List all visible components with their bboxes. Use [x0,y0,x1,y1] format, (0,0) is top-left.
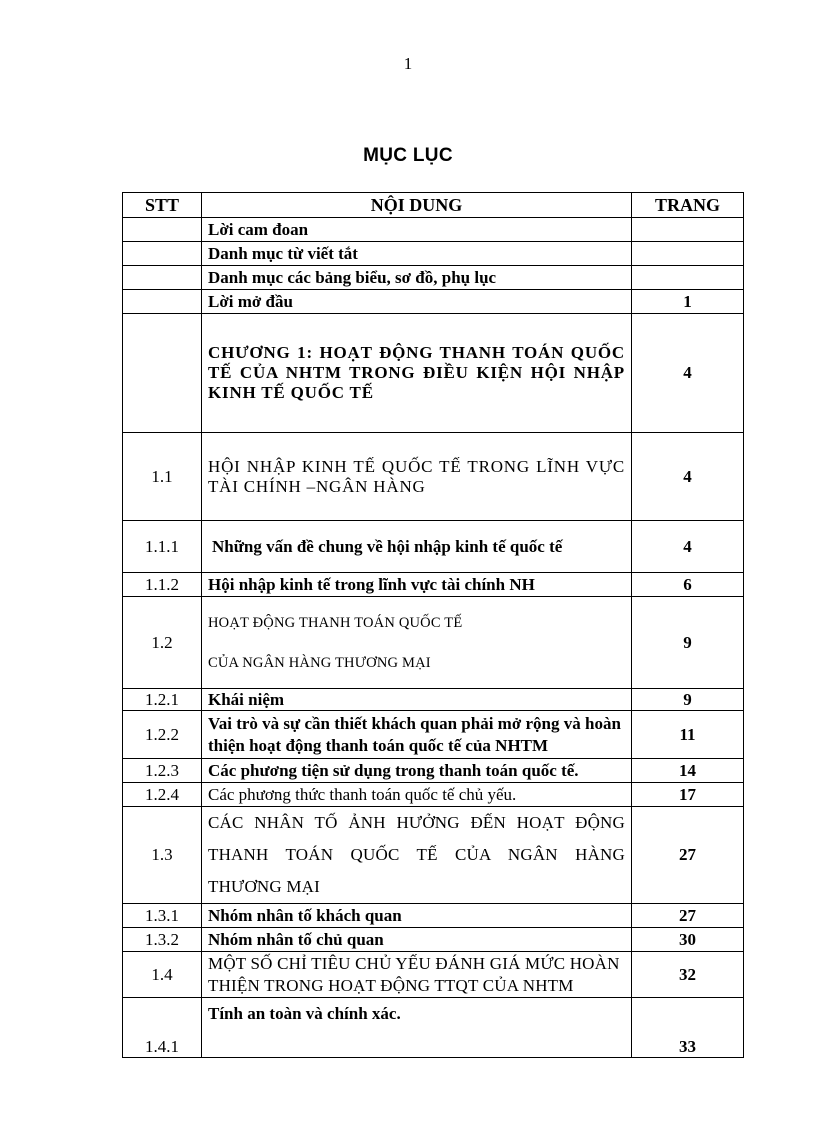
table-row [123,928,744,952]
table-row [123,689,744,711]
row-page [632,218,744,242]
toc-table-container [122,192,743,1056]
row-page: 9 [632,689,744,711]
row-content: CHƯƠNG 1: HOẠT ĐỘNG THANH TOÁN QUỐC TẾ CỦA NHTM TRONG ĐIỀU KIỆN HỘI NHẬP KINH TẾ QUỐC TẾ [202,314,632,433]
table-row [123,597,744,689]
table-row [123,521,744,573]
row-page [632,242,744,266]
row-stt: 1.4 [123,952,202,998]
row-content: Hội nhập kinh tế trong lĩnh vực tài chính NH [202,573,632,597]
row-content: Những vấn đề chung về hội nhập kinh tế quốc tế [202,521,632,573]
row-content: Các phương tiện sử dụng trong thanh toán quốc tế. [202,759,632,783]
row-content: Nhóm nhân tố khách quan [202,904,632,928]
table-row [123,998,744,1058]
toc-table [122,192,744,1058]
row-stt: 1.1.1 [123,521,202,573]
table-row [123,266,744,290]
table-row [123,218,744,242]
row-stt: 1.3 [123,807,202,904]
row-stt: 1.1 [123,433,202,521]
header-page: TRANG [632,193,744,218]
row-stt: 1.3.1 [123,904,202,928]
row-page: 4 [632,433,744,521]
row-stt: 1.2.2 [123,711,202,759]
row-content: Nhóm nhân tố chủ quan [202,928,632,952]
row-stt: 1.1.2 [123,573,202,597]
row-stt: 1.2.4 [123,783,202,807]
table-row [123,759,744,783]
row-stt [123,218,202,242]
row-content: Lời cam đoan [202,218,632,242]
row-content: Tính an toàn và chính xác. [202,998,632,1058]
header-content: NỘI DUNG [202,193,632,218]
row-content: Các phương thức thanh toán quốc tế chủ yếu. [202,783,632,807]
row-page: 1 [632,290,744,314]
table-row [123,807,744,904]
row-page: 9 [632,597,744,689]
table-header-row [123,193,744,218]
row-stt [123,314,202,433]
table-row [123,783,744,807]
row-stt [123,242,202,266]
header-stt: STT [123,193,202,218]
row-content: Danh mục các bảng biểu, sơ đồ, phụ lục [202,266,632,290]
row-content: CÁC NHÂN TỐ ẢNH HƯỞNG ĐẾN HOẠT ĐỘNG THANH TOÁN QUỐC TẾ CỦA NGÂN HÀNG THƯƠNG MẠI [202,807,632,904]
row-page: 11 [632,711,744,759]
row-stt: 1.2.1 [123,689,202,711]
row-content: Khái niệm [202,689,632,711]
row-content: HỘI NHẬP KINH TẾ QUỐC TẾ TRONG LĨNH VỰC TÀI CHÍNH –NGÂN HÀNG [202,433,632,521]
row-stt: 1.2.3 [123,759,202,783]
row-content: Danh mục từ viết tắt [202,242,632,266]
row-page: 30 [632,928,744,952]
page-title: MỤC LỤC [363,145,453,166]
row-stt: 1.4.1 [123,998,202,1058]
row-stt: 1.2 [123,597,202,689]
table-row [123,711,744,759]
row-page [632,266,744,290]
row-page: 6 [632,573,744,597]
row-page: 14 [632,759,744,783]
row-content-line: HOẠT ĐỘNG THANH TOÁN QUỐC TẾ [208,614,463,631]
row-page: 32 [632,952,744,998]
row-page: 33 [632,998,744,1058]
row-stt [123,290,202,314]
table-row [123,290,744,314]
row-page: 27 [632,807,744,904]
row-stt [123,266,202,290]
table-row [123,904,744,928]
row-content: Vai trò và sự cần thiết khách quan phải mở rộng và hoàn thiện hoạt động thanh toán quốc tế của NHTM [202,711,632,759]
table-row [123,952,744,998]
table-row [123,314,744,433]
row-page: 17 [632,783,744,807]
row-page: 27 [632,904,744,928]
row-stt: 1.3.2 [123,928,202,952]
table-row [123,433,744,521]
row-content: MỘT SỐ CHỈ TIÊU CHỦ YẾU ĐÁNH GIÁ MỨC HOÀN THIỆN TRONG HOẠT ĐỘNG TTQT CỦA NHTM [202,952,632,998]
table-row [123,242,744,266]
row-page: 4 [632,521,744,573]
table-row [123,573,744,597]
row-content: Lời mở đầu [202,290,632,314]
row-page: 4 [632,314,744,433]
row-content-line: CỦA NGÂN HÀNG THƯƠNG MẠI [208,654,431,671]
page-number: 1 [403,54,413,73]
row-content [202,597,632,689]
